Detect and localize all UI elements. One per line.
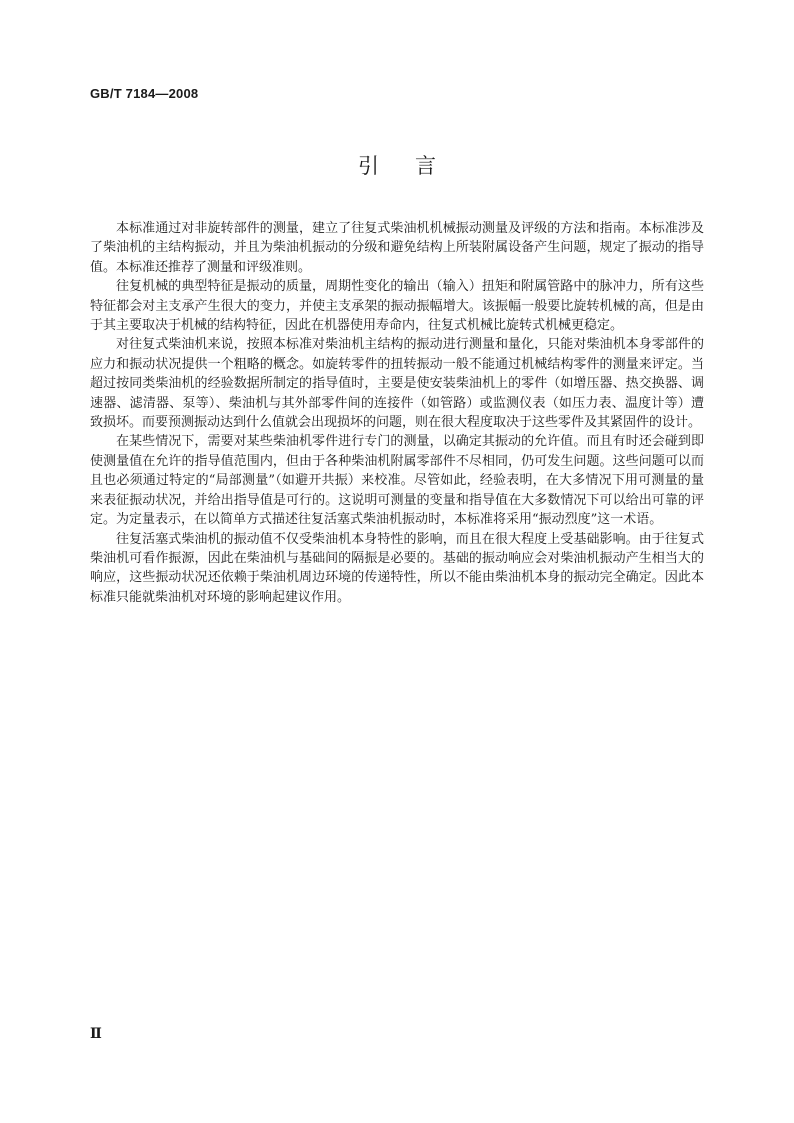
standard-code: GB/T 7184—2008	[90, 86, 199, 101]
paragraph: 往复活塞式柴油机的振动值不仅受柴油机本身特性的影响，而且在很大程度上受基础影响。由于往复式柴油机可看作振源，因此在柴油机与基础间的隔振是必要的。基础的振动响应会对柴油机振动产生相当大的响应，这些振动状况还依赖于柴油机周边环境的传递特性，所以不能由柴油机本身的振动完全确定。因此本标准只能就柴油机对环境的影响起建议作用。	[90, 531, 704, 605]
introduction-body	[90, 219, 704, 607]
page-number: Ⅱ	[90, 1027, 102, 1042]
paragraph: 对往复式柴油机来说，按照本标准对柴油机主结构的振动进行测量和量化，只能对柴油机本身零部件的应力和振动状况提供一个粗略的概念。如旋转零件的扭转振动一般不能通过机械结构零件的测量来评定。当超过按同类柴油机的经验数据所制定的指导值时，主要是使安装柴油机上的零件（如增压器、热交换器、调速器、滤清器、泵等）、柴油机与其外部零件间的连接件（如管路）或监测仪表（如压力表、温度计等）遭致损坏。而要预测振动达到什么值就会出现损坏的问题，则在很大程度取决于这些零件及其紧固件的设计。	[90, 337, 704, 431]
paragraph: 本标准通过对非旋转部件的测量，建立了往复式柴油机机械振动测量及评级的方法和指南。本标准涉及了柴油机的主结构振动，并且为柴油机振动的分级和避免结构上所装附属设备产生问题，规定了振动的指导值。本标准还推荐了测量和评级准则。	[90, 221, 704, 275]
paragraph: 在某些情况下，需要对某些柴油机零件进行专门的测量，以确定其振动的允许值。而且有时还会碰到即使测量值在允许的指导值范围内，但由于各种柴油机附属零部件不尽相同，仍可发生问题。这些问题可以而且也必须通过特定的“局部测量”（如避开共振）来校准。尽管如此，经验表明，在大多情况下用可测量的量来表征振动状况，并给出指导值是可行的。这说明可测量的变量和指导值在大多数情况下可以给出可靠的评定。为定量表示，在以简单方式描述往复活塞式柴油机振动时，本标准将采用“振动烈度”这一术语。	[90, 434, 704, 528]
paragraph: 往复机械的典型特征是振动的质量，周期性变化的输出（输入）扭矩和附属管路中的脉冲力，所有这些特征都会对主支承产生很大的变力，并使主支承架的振动振幅增大。该振幅一般要比旋转机械的高，但是由于其主要取决于机械的结构特征，因此在机器使用寿命内，往复式机械比旋转式机械更稳定。	[90, 279, 704, 334]
page-title: 引言	[358, 154, 472, 178]
